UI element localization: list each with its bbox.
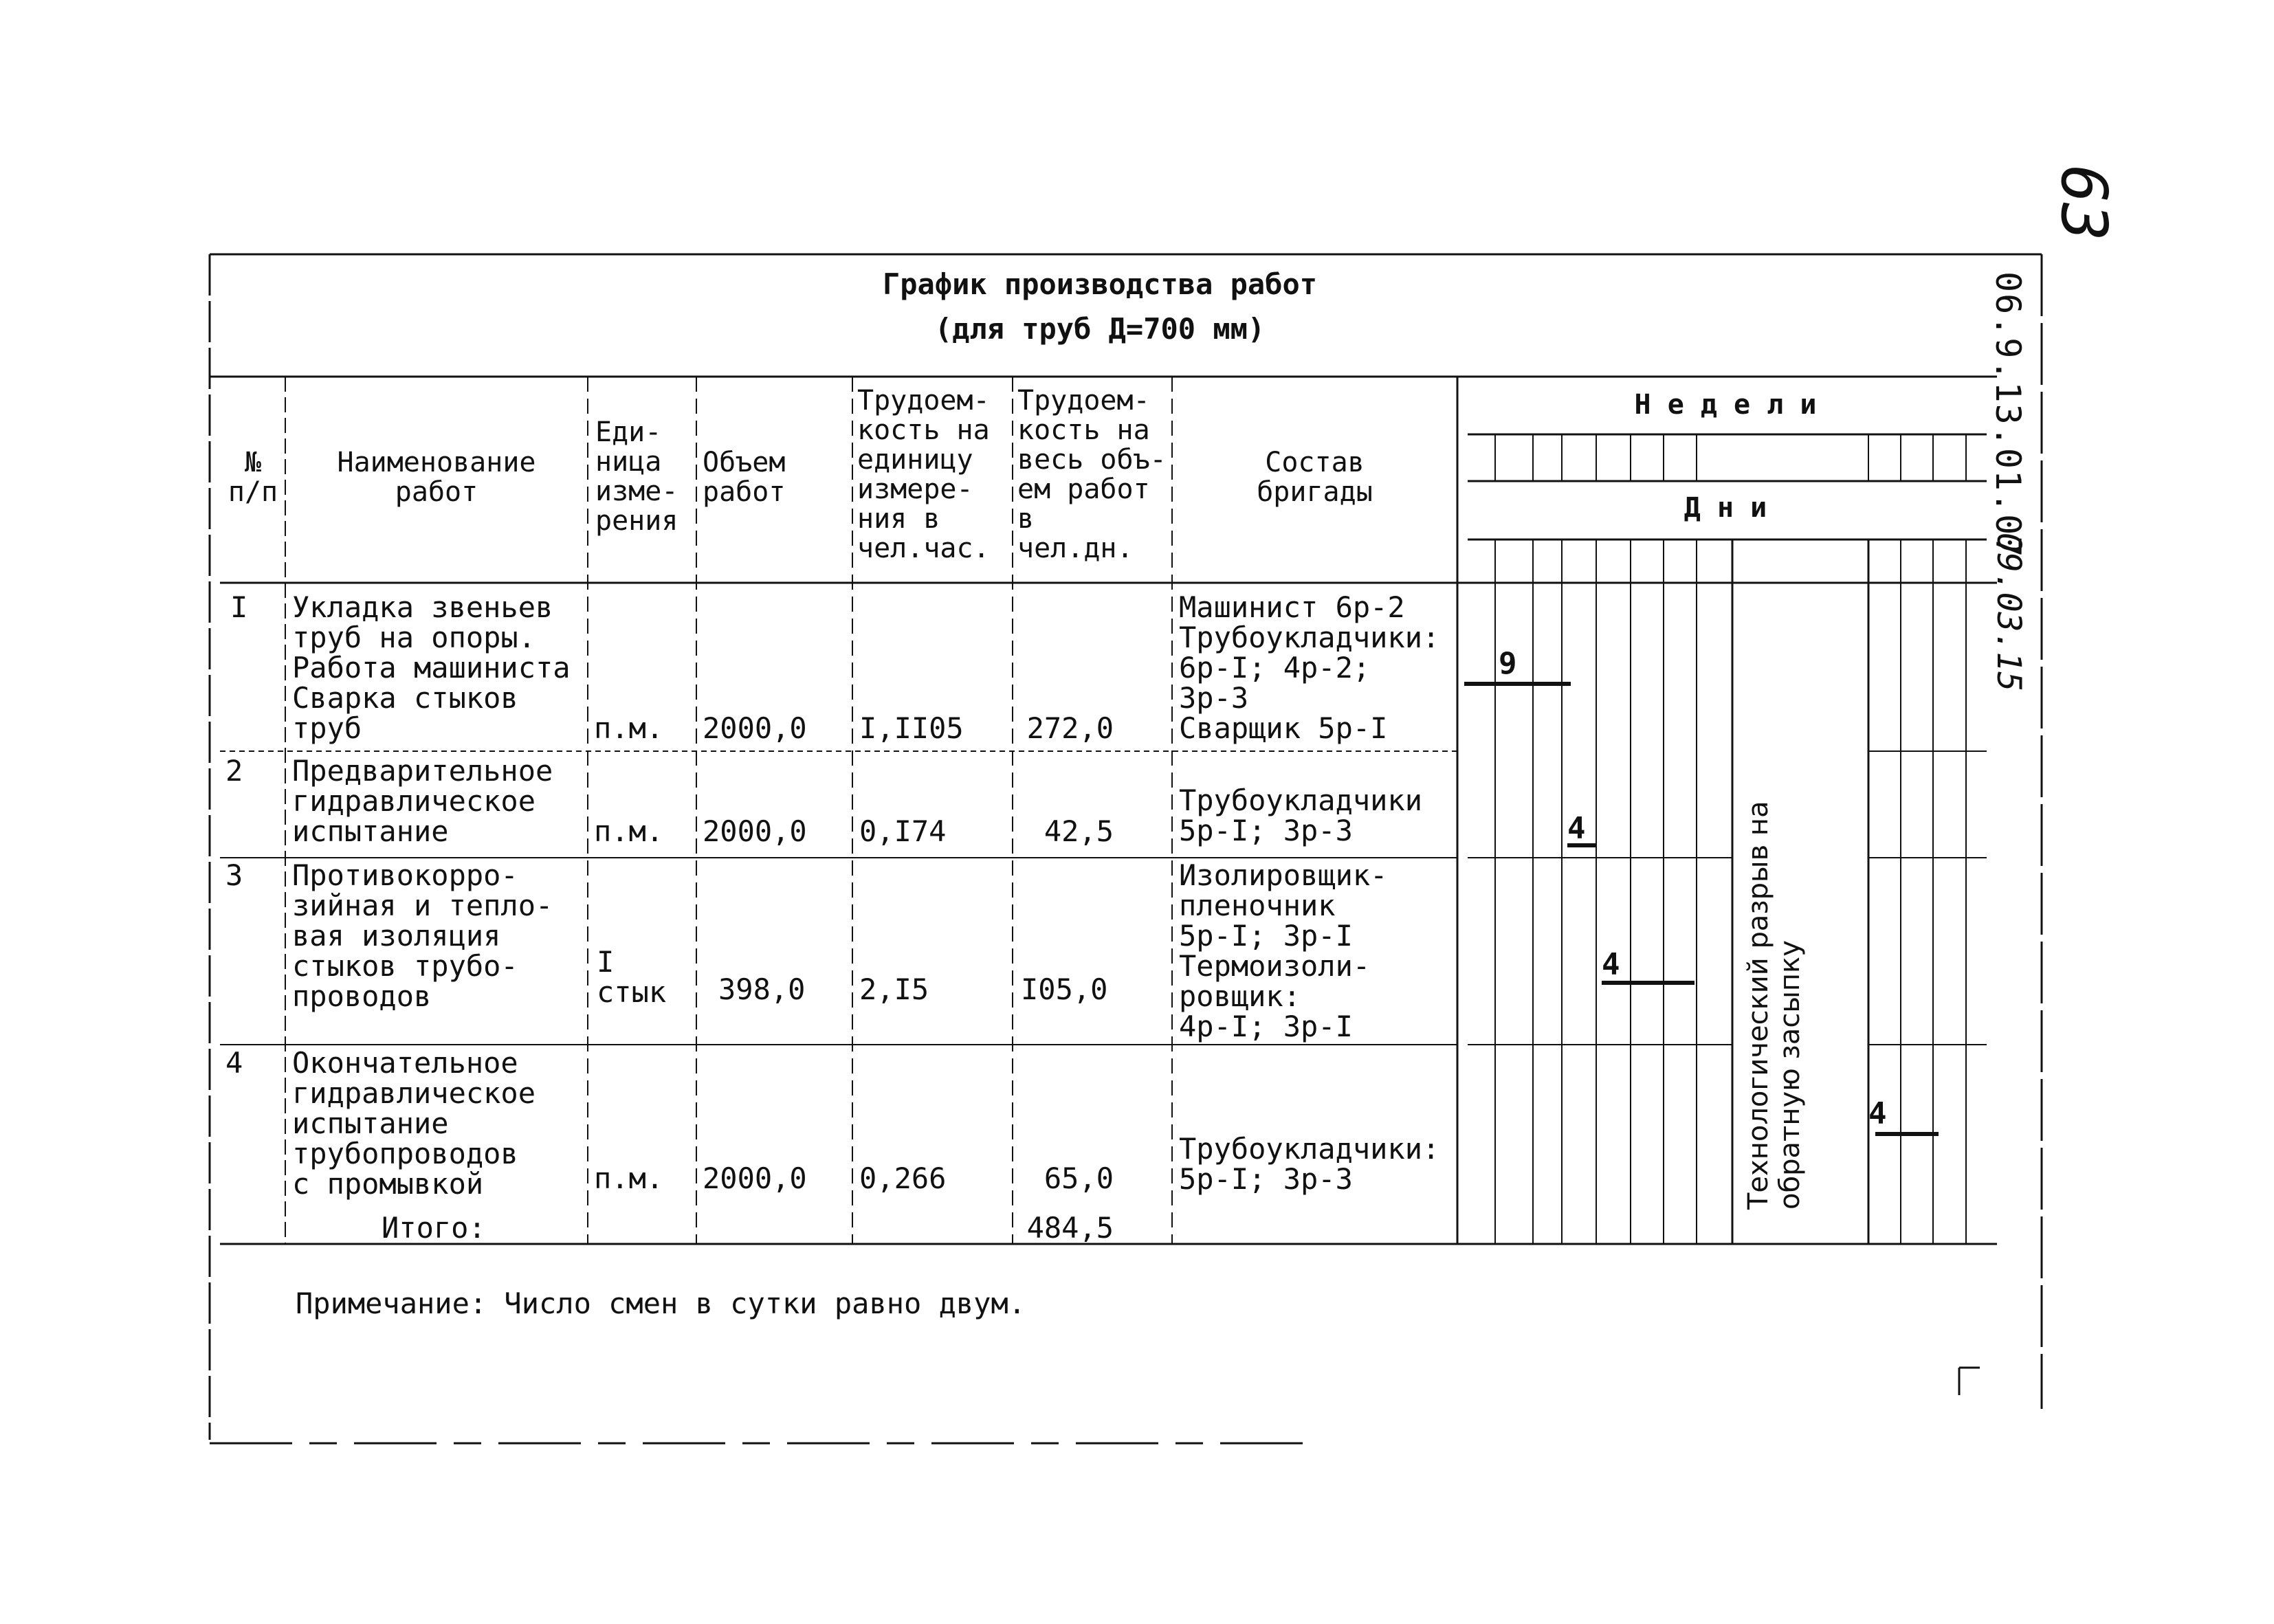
row-1-num: I: [230, 590, 248, 624]
row-2-unit: п.м.: [594, 814, 664, 848]
row-4-crew: Трубоукладчики: 5р-I; 3р-3: [1179, 1132, 1440, 1196]
document-code-handwritten: 09.03.15: [1989, 533, 2028, 692]
row-2-num: 2: [225, 754, 243, 788]
header-num: № п/п: [228, 447, 278, 508]
row-4-labor-unit: 0,266: [859, 1161, 947, 1195]
row-3-name: Противокорро- зийная и тепло- вая изоляция стыков трубо- проводов: [292, 858, 553, 1013]
row-3-volume: 398,0: [718, 972, 806, 1006]
header-labor-unit: Трудоем- кость на единицу измере- ния в чел.час.: [857, 385, 990, 564]
technological-gap-label: Технологический разрыв на обратную засыпку: [1743, 801, 1806, 1210]
note: Примечание: Число смен в сутки равно двум.: [296, 1287, 1026, 1320]
row-4-unit: п.м.: [594, 1161, 664, 1195]
row-3-labor-total: I05,0: [1021, 972, 1108, 1006]
row-3-num: 3: [225, 858, 243, 892]
row-4-name: Окончательное гидравлическое испытание трубопроводов с промывкой: [292, 1046, 536, 1201]
header-labor-total: Трудоем- кость на весь объ- ем работ в чел.дн.: [1017, 385, 1167, 564]
schedule-title: График производства работ: [882, 267, 1318, 301]
row-1-unit: п.м.: [594, 711, 664, 745]
header-unit: Еди- ница изме- рения: [595, 416, 678, 537]
row-1-name: Укладка звеньев труб на опоры. Работа машиниста Сварка стыков труб: [292, 590, 571, 745]
row-2-volume: 2000,0: [703, 814, 807, 848]
row-2-duration: 4: [1567, 811, 1586, 846]
row-4-volume: 2000,0: [703, 1161, 807, 1195]
row-2-labor-unit: 0,I74: [859, 814, 947, 848]
row-4-num: 4: [225, 1046, 243, 1080]
row-2-name: Предварительное гидравлическое испытание: [292, 754, 553, 848]
row-1-labor-unit: I,II05: [859, 711, 964, 745]
header-days: Д н и: [1684, 492, 1767, 524]
row-4-duration: 4: [1868, 1096, 1887, 1131]
schedule-subtitle: (для труб Д=700 мм): [934, 312, 1266, 346]
document-code: 06.9.13.01.07: [1988, 271, 2028, 559]
page-number: 63: [2047, 165, 2121, 241]
row-2-crew: Трубоукладчики 5р-I; 3р-3: [1179, 783, 1423, 847]
header-crew: Состав бригады: [1257, 447, 1373, 508]
row-3-unit: I стык: [597, 945, 667, 1009]
row-3-duration: 4: [1602, 947, 1620, 982]
total-label: Итого:: [382, 1211, 486, 1245]
row-3-labor-unit: 2,I5: [859, 972, 929, 1006]
row-2-labor-total: 42,5: [1044, 814, 1114, 848]
total-value: 484,5: [1026, 1211, 1114, 1245]
header-name: Наименование работ: [337, 447, 536, 508]
row-3-crew: Изолировщик- пленочник 5р-I; 3р-I Термоизоли- ровщик: 4р-I; 3р-I: [1179, 858, 1388, 1043]
header-volume: Объем работ: [703, 447, 786, 508]
row-1-duration: 9: [1499, 646, 1517, 681]
row-1-volume: 2000,0: [703, 711, 807, 745]
row-1-crew: Машинист 6р-2 Трубоукладчики: 6р-I; 4р-2; 3р-3 Сварщик 5р-I: [1179, 590, 1440, 745]
row-1-labor-total: 272,0: [1026, 711, 1114, 745]
header-weeks: Н е д е л и: [1634, 389, 1817, 421]
row-4-labor-total: 65,0: [1044, 1161, 1114, 1195]
